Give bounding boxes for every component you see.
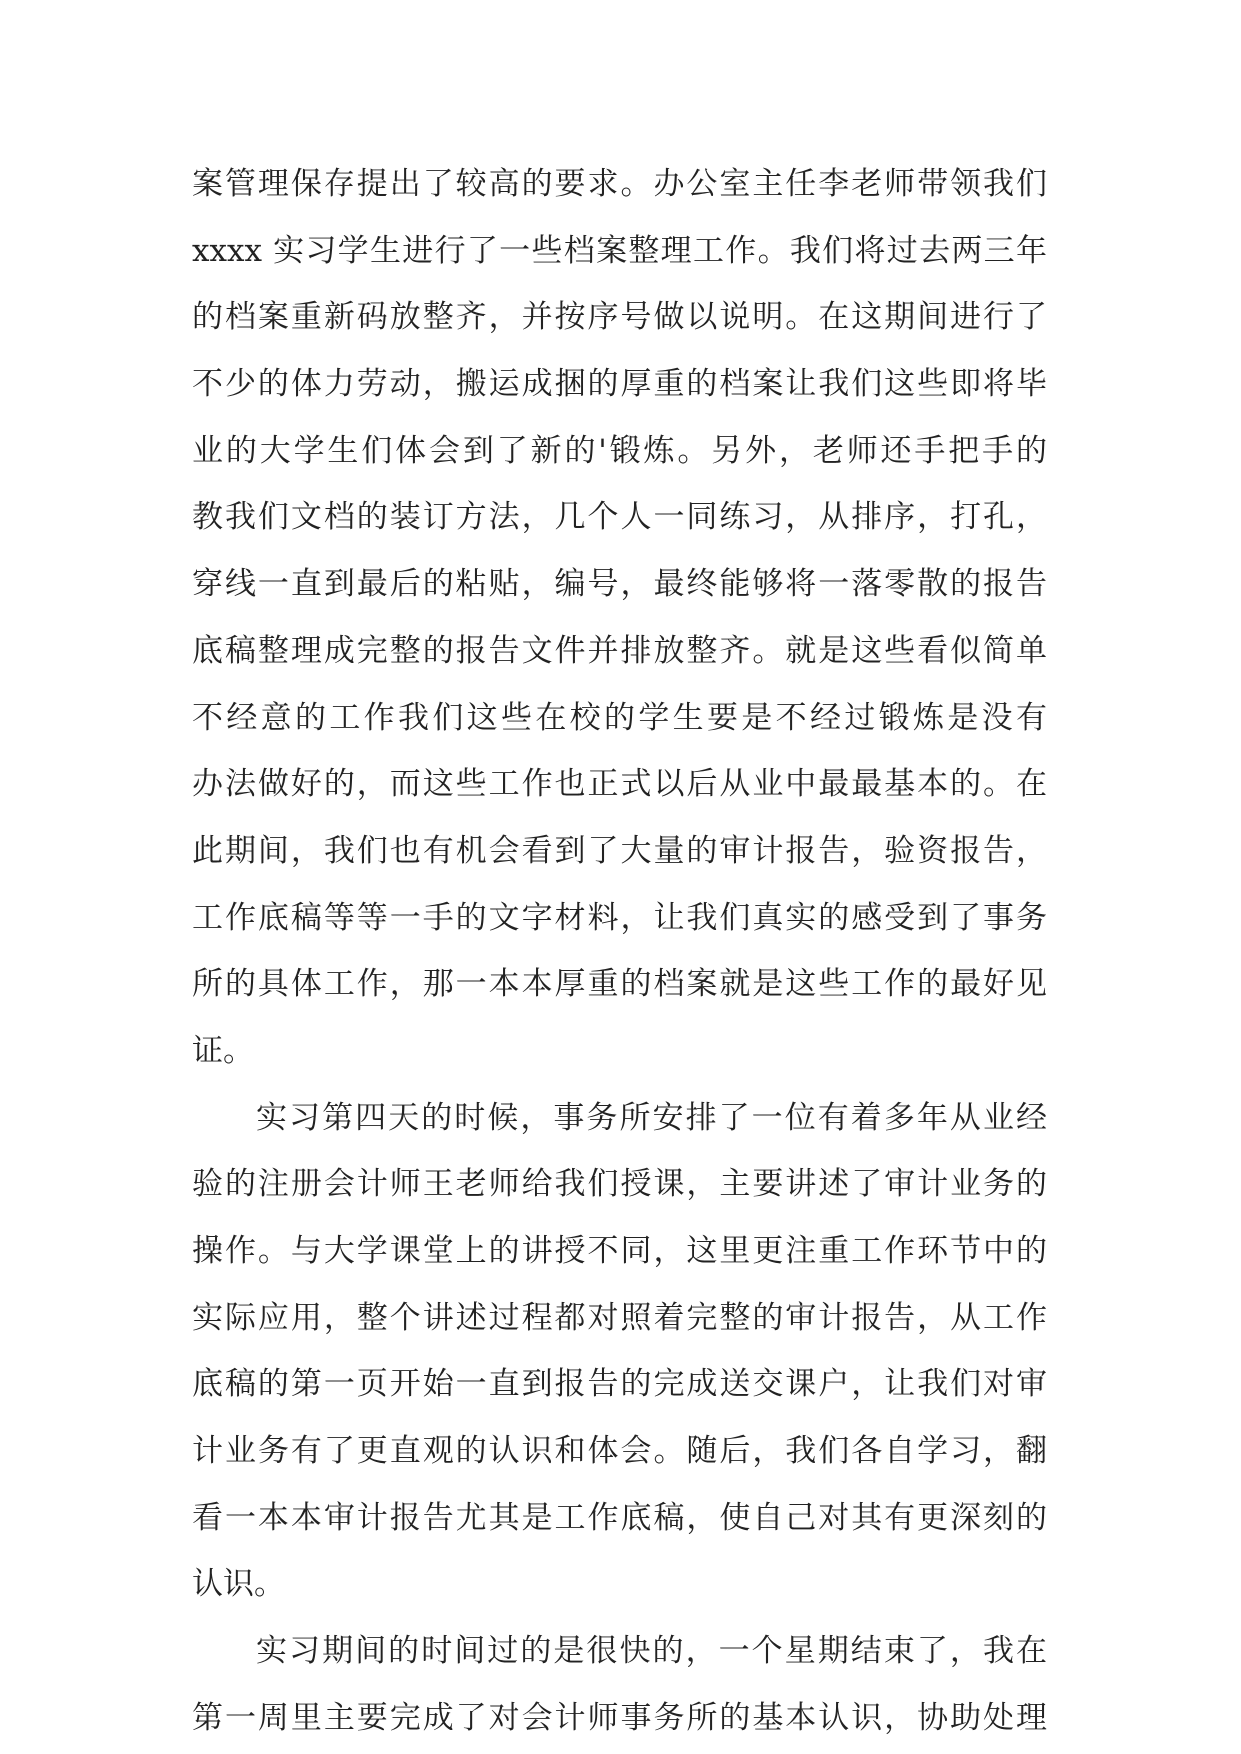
text-line: 实际应用，整个讲述过程都对照着完整的审计报告，从工作 [192,1299,1047,1336]
text-line: 办法做好的，而这些工作也正式以后从业中最最基本的。在 [192,766,1047,803]
text-line: 验的注册会计师王老师给我们授课，主要讲述了审计业务的 [192,1166,1047,1203]
text-line: 底稿的第一页开始一直到报告的完成送交课户，让我们对审 [192,1366,1047,1403]
text-line: 证。 [192,1032,254,1069]
text-line: 认识。 [192,1566,285,1603]
text-line: 操作。与大学课堂上的讲授不同，这里更注重工作环节中的 [192,1233,1047,1269]
text-line: xxxx 实习学生进行了一些档案整理工作。我们将过去两三年 [192,232,1047,269]
body-text [192,151,1047,1752]
text-line: 业的大学生们体会到了新的'锻炼。另外，老师还手把手的 [192,432,1047,469]
text-line: 穿线一直到最后的粘贴，编号，最终能够将一落零散的报告 [192,566,1047,603]
text-line: 案管理保存提出了较高的要求。办公室主任李老师带领我们 [192,166,1047,202]
paragraph-first-line: 实习第四天的时候，事务所安排了一位有着多年从业经 [256,1099,1047,1136]
text-line: 底稿整理成完整的报告文件并排放整齐。就是这些看似简单 [192,632,1047,669]
text-line: 计业务有了更直观的认识和体会。随后，我们各自学习，翻 [192,1433,1047,1470]
text-line: 看一本本审计报告尤其是工作底稿，使自己对其有更深刻的 [192,1499,1047,1536]
text-line: 教我们文档的装订方法，几个人一同练习，从排序，打孔， [192,499,1047,536]
text-line: 所的具体工作，那一本本厚重的档案就是这些工作的最好见 [192,966,1047,1003]
text-line: 此期间，我们也有机会看到了大量的审计报告，验资报告， [192,832,1047,869]
paragraph-first-line: 实习期间的时间过的是很快的，一个星期结束了，我在 [256,1633,1047,1670]
text-line: 不少的体力劳动，搬运成捆的厚重的档案让我们这些即将毕 [192,366,1047,403]
text-line: 工作底稿等等一手的文字材料，让我们真实的感受到了事务 [192,899,1047,936]
text-line: 第一周里主要完成了对会计师事务所的基本认识，协助处理 [192,1699,1047,1736]
text-line: 的档案重新码放整齐，并按序号做以说明。在这期间进行了 [192,299,1047,336]
text-line: 不经意的工作我们这些在校的学生要是不经过锻炼是没有 [192,699,1047,736]
